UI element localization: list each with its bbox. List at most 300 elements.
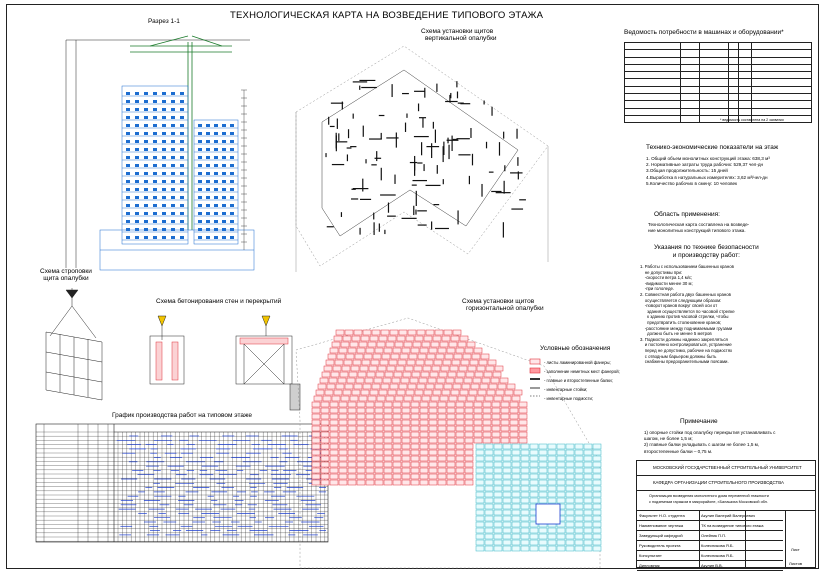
plywood-sheet-second bbox=[530, 462, 538, 467]
window bbox=[198, 220, 202, 223]
window bbox=[144, 228, 148, 231]
plywood-sheet bbox=[492, 414, 500, 419]
plywood-sheet-second bbox=[575, 492, 583, 497]
plywood-sheet bbox=[458, 396, 466, 401]
plywood-sheet-second bbox=[494, 516, 502, 521]
plywood-sheet bbox=[408, 330, 416, 335]
window bbox=[171, 236, 175, 239]
safety-heading bbox=[654, 244, 759, 260]
plywood-sheet bbox=[501, 438, 509, 443]
stamp-sheet-label: Лист bbox=[791, 547, 800, 552]
plywood-sheet bbox=[428, 378, 436, 383]
plywood-sheet-second bbox=[485, 498, 493, 503]
plywood-sheet bbox=[420, 426, 428, 431]
vertical-formwork-plan bbox=[296, 46, 548, 272]
plywood-sheet bbox=[442, 390, 450, 395]
plywood-sheet bbox=[312, 432, 320, 437]
window bbox=[153, 188, 157, 191]
plywood-sheet bbox=[357, 474, 365, 479]
window bbox=[198, 228, 202, 231]
plywood-sheet-second bbox=[485, 510, 493, 515]
plywood-sheet-second bbox=[548, 474, 556, 479]
plywood-sheet bbox=[510, 432, 518, 437]
plywood-sheet bbox=[510, 420, 518, 425]
plywood-sheet bbox=[461, 360, 469, 365]
equipment-cell bbox=[680, 72, 699, 79]
plywood-sheet bbox=[418, 354, 426, 359]
equipment-cell bbox=[625, 86, 681, 93]
legend-item-beams: - главные и второстепенные балки; bbox=[544, 378, 613, 383]
plywood-sheet bbox=[393, 420, 401, 425]
plywood-sheet-second bbox=[512, 504, 520, 509]
plywood-sheet-second bbox=[494, 498, 502, 503]
plywood-sheet bbox=[429, 432, 437, 437]
plywood-sheet bbox=[312, 474, 320, 479]
equipment-title: Ведомость потребности в машинах и оборудовании* bbox=[624, 29, 784, 36]
equipment-cell bbox=[738, 79, 751, 86]
equipment-cell bbox=[700, 50, 729, 57]
plywood-sheet bbox=[492, 432, 500, 437]
window bbox=[171, 204, 175, 207]
stamp-university: МОСКОВСКИЙ ГОСУДАРСТВЕННЫЙ СТРОИТЕЛЬНЫЙ УНИВЕРСИТЕТ bbox=[653, 465, 802, 470]
plywood-sheet-second bbox=[557, 444, 565, 449]
plywood-sheet-second bbox=[548, 546, 556, 551]
window bbox=[198, 188, 202, 191]
plywood-sheet bbox=[339, 480, 347, 485]
plywood-sheet-second bbox=[557, 450, 565, 455]
window bbox=[230, 188, 234, 191]
window bbox=[214, 236, 218, 239]
window bbox=[162, 180, 166, 183]
window bbox=[222, 156, 226, 159]
window bbox=[198, 196, 202, 199]
plywood-sheet bbox=[402, 456, 410, 461]
plywood-sheet bbox=[496, 390, 504, 395]
equipment-cell bbox=[728, 101, 738, 108]
plywood-sheet bbox=[452, 360, 460, 365]
plywood-sheet bbox=[465, 468, 473, 473]
plywood-sheet bbox=[411, 474, 419, 479]
plywood-sheet bbox=[335, 360, 343, 365]
window bbox=[180, 140, 184, 143]
window bbox=[222, 164, 226, 167]
stamp-person: Колесникова Я.Б. bbox=[701, 543, 734, 548]
plywood-sheet bbox=[348, 456, 356, 461]
plywood-sheet bbox=[411, 468, 419, 473]
plywood-sheet-second bbox=[575, 450, 583, 455]
plywood-sheet bbox=[393, 438, 401, 443]
plywood-sheet bbox=[429, 444, 437, 449]
equipment-cell bbox=[680, 94, 699, 101]
plywood-sheet bbox=[474, 408, 482, 413]
window bbox=[222, 132, 226, 135]
plywood-sheet bbox=[429, 420, 437, 425]
plywood-sheet bbox=[341, 396, 349, 401]
plywood-sheet-second bbox=[566, 486, 574, 491]
plywood-sheet bbox=[474, 426, 482, 431]
plywood-sheet bbox=[343, 336, 351, 341]
window bbox=[206, 212, 210, 215]
plywood-sheet bbox=[321, 408, 329, 413]
plywood-sheet bbox=[519, 408, 527, 413]
plywood-sheet-second bbox=[476, 510, 484, 515]
plywood-sheet bbox=[485, 396, 493, 401]
plywood-sheet bbox=[357, 420, 365, 425]
window bbox=[171, 156, 175, 159]
plywood-sheet bbox=[495, 366, 503, 371]
plywood-sheet bbox=[483, 420, 491, 425]
plywood-sheet bbox=[512, 396, 520, 401]
plywood-sheet-second bbox=[548, 456, 556, 461]
plywood-sheet bbox=[393, 414, 401, 419]
plywood-sheet bbox=[519, 402, 527, 407]
plywood-sheet bbox=[348, 348, 356, 353]
plywood-sheet bbox=[388, 390, 396, 395]
plywood-sheet-second bbox=[566, 528, 574, 533]
equipment-cell bbox=[625, 108, 681, 115]
window bbox=[230, 140, 234, 143]
plywood-sheet bbox=[339, 474, 347, 479]
window bbox=[135, 148, 139, 151]
plywood-sheet bbox=[402, 402, 410, 407]
stamp-sheets-label: Листов bbox=[789, 561, 802, 566]
window bbox=[144, 108, 148, 111]
plywood-sheet bbox=[312, 456, 320, 461]
plywood-sheet bbox=[312, 450, 320, 455]
plywood-sheet-second bbox=[512, 492, 520, 497]
plywood-sheet-second bbox=[521, 510, 529, 515]
equipment-cell bbox=[738, 64, 751, 71]
plywood-sheet bbox=[374, 378, 382, 383]
plywood-sheet bbox=[519, 420, 527, 425]
window bbox=[214, 172, 218, 175]
plywood-sheet bbox=[402, 480, 410, 485]
plywood-sheet-second bbox=[521, 528, 529, 533]
plywood-sheet bbox=[344, 360, 352, 365]
window bbox=[214, 196, 218, 199]
window bbox=[126, 172, 130, 175]
plywood-sheet bbox=[492, 426, 500, 431]
stamp-role: Консультант bbox=[639, 553, 662, 558]
equipment-cell bbox=[625, 72, 681, 79]
plywood-sheet-second bbox=[485, 504, 493, 509]
plywood-sheet bbox=[500, 378, 508, 383]
plywood-sheet-second bbox=[494, 486, 502, 491]
plywood-sheet bbox=[465, 348, 473, 353]
window bbox=[180, 108, 184, 111]
plywood-sheet bbox=[501, 432, 509, 437]
plywood-sheet bbox=[510, 402, 518, 407]
window bbox=[198, 172, 202, 175]
plywood-sheet-second bbox=[494, 522, 502, 527]
plywood-sheet bbox=[321, 414, 329, 419]
plywood-sheet-second bbox=[512, 486, 520, 491]
plywood-sheet-second bbox=[503, 492, 511, 497]
plywood-sheet-second bbox=[485, 468, 493, 473]
plywood-sheet bbox=[416, 360, 424, 365]
window bbox=[162, 148, 166, 151]
plywood-sheet bbox=[481, 354, 489, 359]
plywood-sheet bbox=[465, 450, 473, 455]
plywood-sheet-second bbox=[566, 498, 574, 503]
plywood-sheet-second bbox=[557, 498, 565, 503]
plywood-sheet bbox=[411, 450, 419, 455]
plywood-sheet bbox=[330, 462, 338, 467]
window bbox=[230, 172, 234, 175]
plywood-sheet-second bbox=[566, 546, 574, 551]
plywood-sheet-second bbox=[584, 510, 592, 515]
plywood-sheet bbox=[373, 354, 381, 359]
plywood-sheet bbox=[357, 462, 365, 467]
plywood-sheet-second bbox=[494, 468, 502, 473]
plywood-sheet bbox=[402, 420, 410, 425]
plywood-sheet-second bbox=[530, 492, 538, 497]
plywood-sheet bbox=[488, 360, 496, 365]
plywood-sheet bbox=[345, 384, 353, 389]
plywood-sheet bbox=[366, 474, 374, 479]
plywood-sheet-second bbox=[485, 516, 493, 521]
plywood-sheet bbox=[312, 426, 320, 431]
plywood-sheet bbox=[420, 402, 428, 407]
plywood-sheet bbox=[456, 462, 464, 467]
plywood-sheet-second bbox=[503, 474, 511, 479]
plywood-sheet bbox=[371, 360, 379, 365]
plywood-sheet bbox=[355, 354, 363, 359]
plywood-sheet bbox=[403, 372, 411, 377]
plywood-sheet bbox=[484, 372, 492, 377]
window bbox=[180, 148, 184, 151]
plywood-sheet bbox=[519, 438, 527, 443]
stamp-person: Акулин В.В. bbox=[701, 563, 723, 568]
window bbox=[153, 228, 157, 231]
plywood-sheet-second bbox=[494, 450, 502, 455]
plywood-sheet bbox=[392, 378, 400, 383]
plywood-sheet bbox=[429, 456, 437, 461]
plywood-sheet bbox=[474, 438, 482, 443]
plywood-sheet bbox=[433, 390, 441, 395]
plywood-sheet bbox=[375, 426, 383, 431]
note-heading: Примечание bbox=[680, 418, 718, 425]
plywood-sheet bbox=[449, 342, 457, 347]
plywood-sheet bbox=[480, 384, 488, 389]
window bbox=[135, 188, 139, 191]
plywood-sheet-second bbox=[584, 456, 592, 461]
plywood-sheet bbox=[474, 414, 482, 419]
plywood-sheet bbox=[420, 420, 428, 425]
plywood-sheet bbox=[339, 426, 347, 431]
plywood-sheet bbox=[357, 432, 365, 437]
plywood-sheet bbox=[349, 372, 357, 377]
window bbox=[144, 100, 148, 103]
plywood-sheet bbox=[375, 414, 383, 419]
plywood-sheet bbox=[460, 336, 468, 341]
window bbox=[222, 220, 226, 223]
stair-opening bbox=[536, 504, 560, 524]
plywood-sheet bbox=[447, 438, 455, 443]
plywood-sheet bbox=[417, 330, 425, 335]
equipment-cell bbox=[700, 43, 729, 50]
plywood-sheet-second bbox=[485, 474, 493, 479]
window bbox=[230, 236, 234, 239]
equipment-cell bbox=[680, 64, 699, 71]
plywood-sheet bbox=[420, 444, 428, 449]
plywood-sheet-second bbox=[494, 474, 502, 479]
plywood-sheet bbox=[470, 360, 478, 365]
plywood-sheet bbox=[382, 354, 390, 359]
plywood-sheet-second bbox=[512, 510, 520, 515]
plywood-sheet bbox=[414, 366, 422, 371]
plywood-sheet bbox=[312, 468, 320, 473]
legend-item-scaffold: - инвентарные подмости; bbox=[544, 396, 594, 401]
plywood-sheet bbox=[381, 384, 389, 389]
horizontal-scheme-title bbox=[462, 298, 544, 312]
safety-line: -расстояние между поднимаемыми грузами bbox=[640, 325, 733, 331]
plywood-sheet-second bbox=[521, 444, 529, 449]
plywood-sheet-second bbox=[584, 492, 592, 497]
plywood-sheet bbox=[320, 378, 328, 383]
plywood-sheet-second bbox=[494, 546, 502, 551]
window bbox=[214, 204, 218, 207]
plywood-sheet-second bbox=[548, 450, 556, 455]
plywood-sheet bbox=[510, 414, 518, 419]
window bbox=[162, 164, 166, 167]
plywood-sheet bbox=[464, 378, 472, 383]
plywood-sheet-second bbox=[476, 444, 484, 449]
plywood-sheet-second bbox=[575, 468, 583, 473]
plywood-sheet bbox=[366, 468, 374, 473]
plywood-sheet-second bbox=[476, 486, 484, 491]
plywood-sheet bbox=[357, 348, 365, 353]
plywood-sheet bbox=[397, 336, 405, 341]
plywood-sheet-second bbox=[539, 468, 547, 473]
equipment-cell bbox=[680, 57, 699, 64]
window bbox=[135, 220, 139, 223]
plywood-sheet bbox=[438, 462, 446, 467]
plywood-sheet bbox=[323, 396, 331, 401]
elevation-marks bbox=[241, 90, 247, 250]
plywood-sheet bbox=[366, 348, 374, 353]
plywood-sheet bbox=[388, 336, 396, 341]
plywood-sheet bbox=[402, 426, 410, 431]
window bbox=[135, 124, 139, 127]
plywood-sheet bbox=[393, 480, 401, 485]
equipment-cell bbox=[625, 101, 681, 108]
plywood-sheet-second bbox=[476, 528, 484, 533]
plywood-sheet bbox=[366, 420, 374, 425]
plywood-sheet-second bbox=[530, 480, 538, 485]
window bbox=[180, 164, 184, 167]
window bbox=[206, 180, 210, 183]
plywood-sheet bbox=[375, 450, 383, 455]
window bbox=[162, 124, 166, 127]
plywood-sheet bbox=[393, 450, 401, 455]
plywood-sheet bbox=[429, 462, 437, 467]
plywood-sheet bbox=[340, 372, 348, 377]
plywood-sheet-second bbox=[521, 456, 529, 461]
equipment-cell bbox=[738, 108, 751, 115]
plywood-sheet-second bbox=[593, 504, 601, 509]
plywood-sheet-second bbox=[485, 492, 493, 497]
plywood-sheet-second bbox=[539, 450, 547, 455]
plywood-sheet bbox=[474, 420, 482, 425]
window bbox=[135, 108, 139, 111]
safety-line: 2. Совместная работа двух башенных кранов bbox=[640, 291, 731, 297]
plywood-sheet bbox=[402, 474, 410, 479]
plywood-sheet bbox=[362, 360, 370, 365]
legend-item-filler: - заполнение неметных мест фанерой; bbox=[544, 369, 620, 374]
plywood-sheet-second bbox=[503, 486, 511, 491]
plywood-sheet-second bbox=[503, 522, 511, 527]
plywood-sheet-second bbox=[548, 498, 556, 503]
plywood-sheet-second bbox=[476, 456, 484, 461]
legend-symbols bbox=[530, 359, 540, 396]
plywood-sheet-second bbox=[512, 450, 520, 455]
section-drawing bbox=[66, 36, 254, 270]
window bbox=[171, 148, 175, 151]
plywood-sheet bbox=[390, 330, 398, 335]
plywood-sheet bbox=[447, 348, 455, 353]
plywood-sheet-second bbox=[512, 540, 520, 545]
plywood-sheet bbox=[457, 372, 465, 377]
plywood-sheet bbox=[384, 456, 392, 461]
safety-line: должно быть не менее 5 метров bbox=[640, 331, 712, 337]
plywood-sheet bbox=[366, 462, 374, 467]
plywood-sheet bbox=[467, 342, 475, 347]
window bbox=[171, 228, 175, 231]
plywood-sheet-second bbox=[557, 540, 565, 545]
plywood-sheet bbox=[465, 462, 473, 467]
equipment-cell bbox=[728, 86, 738, 93]
window bbox=[222, 140, 226, 143]
plywood-sheet bbox=[458, 342, 466, 347]
safety-line: 3. Подмости должны надежно закрепляться bbox=[640, 336, 728, 342]
plywood-sheet bbox=[406, 390, 414, 395]
window bbox=[135, 116, 139, 119]
equipment-cell bbox=[738, 72, 751, 79]
plywood-sheet bbox=[330, 426, 338, 431]
plywood-sheet-second bbox=[593, 534, 601, 539]
plywood-sheet bbox=[358, 372, 366, 377]
window bbox=[198, 156, 202, 159]
plywood-sheet bbox=[348, 408, 356, 413]
plywood-sheet bbox=[411, 456, 419, 461]
plywood-sheet bbox=[391, 354, 399, 359]
plywood-sheet bbox=[438, 480, 446, 485]
window bbox=[198, 148, 202, 151]
plywood-sheet bbox=[380, 360, 388, 365]
plywood-sheet bbox=[375, 402, 383, 407]
plywood-sheet-second bbox=[584, 444, 592, 449]
plywood-sheet bbox=[433, 336, 441, 341]
window bbox=[230, 204, 234, 207]
plywood-sheet bbox=[384, 438, 392, 443]
plywood-sheet bbox=[348, 480, 356, 485]
plywood-sheet-second bbox=[566, 534, 574, 539]
plywood-sheet bbox=[404, 396, 412, 401]
plywood-sheet bbox=[426, 330, 434, 335]
window bbox=[162, 116, 166, 119]
plywood-sheet bbox=[465, 474, 473, 479]
tep-line: 2. Нормативные затраты труда рабочих: 529,37 чел-дн bbox=[646, 162, 764, 168]
plywood-sheet bbox=[415, 336, 423, 341]
plywood-sheet-second bbox=[575, 480, 583, 485]
plywood-sheet-second bbox=[584, 450, 592, 455]
window bbox=[222, 236, 226, 239]
plywood-sheet bbox=[339, 402, 347, 407]
plywood-sheet bbox=[456, 468, 464, 473]
window bbox=[144, 188, 148, 191]
plywood-sheet-second bbox=[503, 504, 511, 509]
